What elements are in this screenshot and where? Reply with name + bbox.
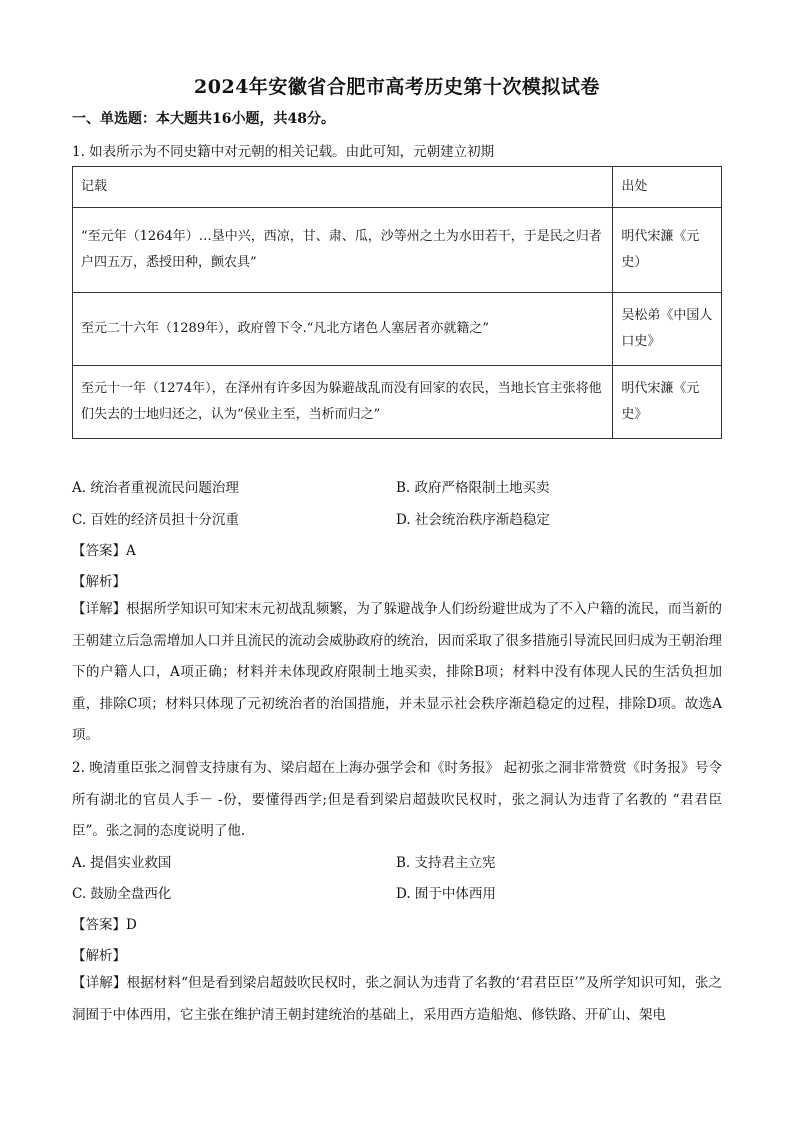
table-cell-record: “至元年（1264年）…垦中兴，西凉，甘、肃、瓜，沙等州之土为水田若干，于是民之归者户四五万，悉授田种，颤农具”: [73, 208, 613, 293]
question-2-option-a: A. 提倡实业救国: [72, 855, 172, 871]
question-1-option-a: A. 统治者重视流民问题治理: [72, 480, 239, 496]
table-header-record: 记载: [73, 167, 613, 208]
table-cell-record: 至元十一年（1274年），在泽州有许多因为躲避战乱而没有回家的农民，当地长官主张将他们失去的士地归还之，认为“侯业主至，当析而归之”: [73, 366, 613, 439]
table-cell-record: 至元二十六年（1289年），政府曾下令.“凡北方诸色人塞居者亦就籍之”: [73, 293, 613, 366]
question-2-analysis-label: 【解析】: [72, 948, 126, 964]
question-1-analysis-label: 【解析】: [72, 574, 126, 590]
question-1-option-c: C. 百姓的经济员担十分沉重: [72, 512, 239, 528]
question-1-option-b: B. 政府严格限制土地买卖: [396, 480, 550, 496]
detail-label: 【详解】: [72, 601, 127, 617]
table-row: [73, 208, 722, 293]
question-1-option-d: D. 社会统治秩序渐趋稳定: [396, 512, 550, 528]
question-1-stem: 1. 如表所示为不同史籍中对元朝的相关记载。由此可知，元朝建立初期: [72, 144, 495, 160]
detail-text: 根据所学知识可知宋末元初战乱频繁，为了躲避战争人们纷纷避世成为了不入户籍的流民，而当新的王朝建立后急需增加人口并且流民的流动会威胁政府的统治，因而采取了很多措施引导流民回归成为王朝治理下的户籍人口，A项正确；材料并未体现政府限制土地买卖，排除B项；材料中没有体现人民的生活负担加重，排除C项；材料只体现了元初统治者的治国措施，并未显示社会秩序渐趋稳定的过程，排除D项。故选A项。: [72, 601, 723, 743]
question-2-option-c: C. 鼓励全盘西化: [72, 886, 172, 902]
record-table: [72, 166, 722, 439]
question-2-stem: 2. 晚清重臣张之洞曾支持康有为、梁启超在上海办强学会和《时务报》 起初张之洞非常赞赏《时务报》号令所有湖北的官员人手－ -份，要懂得西学;但是看到梁启超鼓吹民权时，张之洞认为违背了名教的 “君君臣臣”。张之洞的态度说明了他.: [72, 760, 722, 839]
table-row: [73, 293, 722, 366]
question-2-option-b: B. 支持君主立宪: [396, 855, 496, 871]
detail-text: 根据材料“但是看到梁启超鼓吹民权时，张之洞认为违背了名教的‘君君臣臣’”及所学知识可知，张之洞囿于中体西用，它主张在维护清王朝封建统治的基础上，采用西方造船炮、修铁路、开矿山、架电: [72, 975, 723, 1023]
table-cell-source: 明代宋濂《元史》: [613, 366, 722, 439]
table-cell-source: 明代宋濂《元史）: [613, 208, 722, 293]
table-header-source: 出处: [613, 167, 722, 208]
document-title: 2024年安徽省合肥市高考历史第十次模拟试卷: [194, 76, 600, 98]
table-header-row: [73, 167, 722, 208]
question-2-option-d: D. 囿于中体西用: [396, 886, 496, 902]
question-1-detail: [72, 594, 722, 752]
table-row: [73, 366, 722, 439]
question-2-detail: [72, 968, 722, 1031]
question-1-answer: 【答案】A: [72, 543, 136, 559]
question-2-answer: 【答案】D: [72, 917, 137, 933]
detail-label: 【详解】: [72, 975, 127, 991]
table-cell-source: 吴松弟《中国人口史》: [613, 293, 722, 366]
section-heading: 一、单选题：本大题共16小题，共48分。: [72, 111, 335, 127]
